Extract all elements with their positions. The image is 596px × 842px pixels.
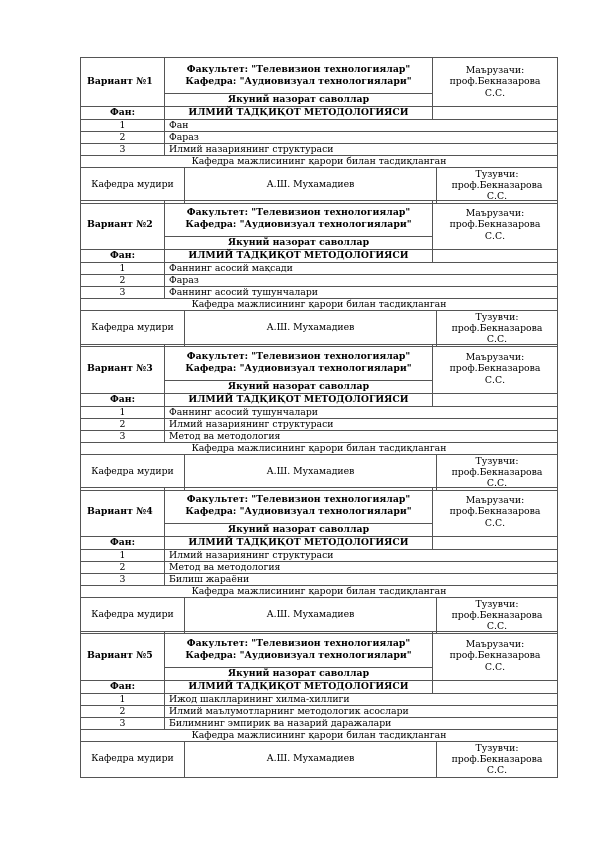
author-initials: С.С. [484, 661, 506, 673]
department-label: Кафедра: "Аудиовизуал технологиялари" [185, 362, 412, 374]
header-middle [165, 488, 433, 536]
question-text: Фараз [169, 274, 199, 286]
question-number: 3 [81, 574, 165, 585]
compiler-name: проф.Бекназарова [451, 179, 543, 191]
question-number: 3 [81, 431, 165, 442]
approval-note: Кафедра мажлисининг қарори билан тасдиқланган [81, 155, 557, 167]
question-text: Метод ва методология [169, 561, 281, 573]
variant-title: Вариант №5 [81, 632, 165, 680]
header-middle [165, 345, 433, 393]
header-middle [165, 632, 433, 680]
author-initials: С.С. [484, 230, 506, 242]
department-label: Кафедра: "Аудиовизуал технологиялари" [185, 218, 412, 230]
compiler-label: Тузувчи: [475, 598, 519, 610]
author-block [433, 201, 557, 249]
faculty-block [165, 632, 432, 667]
question-row [81, 693, 557, 705]
subject-row [81, 536, 557, 549]
variant-card [80, 200, 558, 347]
question-number: 1 [81, 407, 165, 418]
subject-label: Фан: [81, 107, 165, 119]
compiler-block [437, 598, 557, 633]
approval-note: Кафедра мажлисининг қарори билан тасдиқланган [81, 298, 557, 310]
head-of-department-label: Кафедра мудири [81, 598, 185, 633]
question-text: Билиш жараёни [169, 573, 250, 585]
questions-header: Якуний назорат саволлар [165, 93, 432, 106]
subject-row [81, 393, 557, 406]
question-row [81, 131, 557, 143]
subject-label: Фан: [81, 681, 165, 693]
author-name: проф.Бекназарова [449, 506, 541, 518]
compiler-name: проф.Бекназарова [451, 322, 543, 334]
compiler-name: проф.Бекназарова [451, 466, 543, 478]
question-text: Фаннинг асосий тушунчалари [169, 286, 318, 298]
author-name: проф.Бекназарова [449, 76, 541, 88]
question-row [81, 418, 557, 430]
head-of-department-name: А.Ш. Мухамадиев [185, 311, 437, 346]
question-number: 2 [81, 275, 165, 286]
question-row [81, 274, 557, 286]
head-of-department-name: А.Ш. Мухамадиев [185, 742, 437, 777]
signature-row [81, 741, 557, 777]
author-label: Маърузачи: [465, 64, 525, 76]
question-row [81, 573, 557, 585]
head-of-department-name: А.Ш. Мухамадиев [185, 455, 437, 490]
subject-empty-cell [433, 681, 557, 693]
question-row [81, 286, 557, 298]
subject-name: ИЛМИЙ ТАДҚИҚОТ МЕТОДОЛОГИЯСИ [165, 681, 433, 693]
question-number: 1 [81, 694, 165, 705]
faculty-label: Факультет: "Телевизион технологиялар" [186, 494, 411, 505]
question-text: Метод ва методология [169, 430, 281, 442]
faculty-label: Факультет: "Телевизион технологиялар" [186, 638, 411, 649]
question-text: Илмий назариянинг структураси [169, 549, 334, 561]
questions-header: Якуний назорат саволлар [165, 236, 432, 249]
author-initials: С.С. [484, 374, 506, 386]
variant-title: Вариант №3 [81, 345, 165, 393]
question-text: Илмий назариянинг структураси [169, 418, 334, 430]
subject-label: Фан: [81, 394, 165, 406]
questions-header: Якуний назорат саволлар [165, 380, 432, 393]
author-block [433, 58, 557, 106]
question-number: 1 [81, 550, 165, 561]
faculty-block [165, 488, 432, 523]
author-label: Маърузачи: [465, 351, 525, 363]
subject-row [81, 106, 557, 119]
author-name: проф.Бекназарова [449, 650, 541, 662]
author-label: Маърузачи: [465, 494, 525, 506]
head-of-department-label: Кафедра мудири [81, 742, 185, 777]
question-row [81, 119, 557, 131]
author-label: Маърузачи: [465, 207, 525, 219]
variant-card [80, 631, 558, 778]
question-row [81, 717, 557, 729]
faculty-block [165, 58, 432, 93]
subject-name: ИЛМИЙ ТАДҚИҚОТ МЕТОДОЛОГИЯСИ [165, 537, 433, 549]
signature-row [81, 310, 557, 346]
question-row [81, 430, 557, 442]
department-label: Кафедра: "Аудиовизуал технологиялари" [185, 649, 412, 661]
compiler-initials: С.С. [486, 190, 508, 202]
question-number: 1 [81, 120, 165, 131]
signature-row [81, 454, 557, 490]
variant-card [80, 487, 558, 634]
question-text: Фаннинг асосий мақсади [169, 262, 293, 274]
subject-name: ИЛМИЙ ТАДҚИҚОТ МЕТОДОЛОГИЯСИ [165, 107, 433, 119]
question-text: Фан [169, 119, 189, 131]
author-name: проф.Бекназарова [449, 219, 541, 231]
question-number: 1 [81, 263, 165, 274]
compiler-block [437, 742, 557, 777]
author-label: Маърузачи: [465, 638, 525, 650]
subject-empty-cell [433, 250, 557, 262]
question-number: 3 [81, 144, 165, 155]
approval-note: Кафедра мажлисининг қарори билан тасдиқланган [81, 585, 557, 597]
department-label: Кафедра: "Аудиовизуал технологиялари" [185, 505, 412, 517]
approval-note: Кафедра мажлисининг қарори билан тасдиқланган [81, 442, 557, 454]
author-block [433, 632, 557, 680]
question-text: Илмий назариянинг структураси [169, 143, 334, 155]
variant-title: Вариант №4 [81, 488, 165, 536]
head-of-department-name: А.Ш. Мухамадиев [185, 168, 437, 203]
signature-row [81, 167, 557, 203]
faculty-label: Факультет: "Телевизион технологиялар" [186, 64, 411, 75]
faculty-label: Факультет: "Телевизион технологиялар" [186, 351, 411, 362]
compiler-label: Тузувчи: [475, 742, 519, 754]
faculty-block [165, 201, 432, 236]
subject-empty-cell [433, 394, 557, 406]
question-row [81, 262, 557, 274]
subject-name: ИЛМИЙ ТАДҚИҚОТ МЕТОДОЛОГИЯСИ [165, 394, 433, 406]
compiler-block [437, 168, 557, 203]
questions-header: Якуний назорат саволлар [165, 523, 432, 536]
subject-label: Фан: [81, 250, 165, 262]
subject-empty-cell [433, 107, 557, 119]
question-text: Фаннинг асосий тушунчалари [169, 406, 318, 418]
question-row [81, 406, 557, 418]
compiler-name: проф.Бекназарова [451, 609, 543, 621]
subject-label: Фан: [81, 537, 165, 549]
questions-header: Якуний назорат саволлар [165, 667, 432, 680]
question-number: 3 [81, 718, 165, 729]
faculty-label: Факультет: "Телевизион технологиялар" [186, 207, 411, 218]
question-text: Илмий маълумотларнинг методологик асослари [169, 705, 409, 717]
subject-row [81, 680, 557, 693]
author-name: проф.Бекназарова [449, 363, 541, 375]
subject-name: ИЛМИЙ ТАДҚИҚОТ МЕТОДОЛОГИЯСИ [165, 250, 433, 262]
compiler-initials: С.С. [486, 764, 508, 776]
head-of-department-label: Кафедра мудири [81, 455, 185, 490]
question-row [81, 561, 557, 573]
question-number: 3 [81, 287, 165, 298]
question-row [81, 549, 557, 561]
compiler-label: Тузувчи: [475, 168, 519, 180]
compiler-name: проф.Бекназарова [451, 753, 543, 765]
author-initials: С.С. [484, 87, 506, 99]
variant-title: Вариант №1 [81, 58, 165, 106]
variant-title: Вариант №2 [81, 201, 165, 249]
author-block [433, 488, 557, 536]
variant-card [80, 57, 558, 204]
compiler-initials: С.С. [486, 620, 508, 632]
question-text: Фараз [169, 131, 199, 143]
question-number: 2 [81, 132, 165, 143]
compiler-block [437, 311, 557, 346]
author-block [433, 345, 557, 393]
question-number: 2 [81, 419, 165, 430]
department-label: Кафедра: "Аудиовизуал технологиялари" [185, 75, 412, 87]
subject-empty-cell [433, 537, 557, 549]
faculty-block [165, 345, 432, 380]
approval-note: Кафедра мажлисининг қарори билан тасдиқланган [81, 729, 557, 741]
head-of-department-name: А.Ш. Мухамадиев [185, 598, 437, 633]
signature-row [81, 597, 557, 633]
head-of-department-label: Кафедра мудири [81, 168, 185, 203]
question-number: 2 [81, 562, 165, 573]
compiler-block [437, 455, 557, 490]
compiler-label: Тузувчи: [475, 455, 519, 467]
question-row [81, 705, 557, 717]
head-of-department-label: Кафедра мудири [81, 311, 185, 346]
question-row [81, 143, 557, 155]
question-text: Ижод шаклларининг хилма-хиллиги [169, 693, 350, 705]
subject-row [81, 249, 557, 262]
question-number: 2 [81, 706, 165, 717]
compiler-initials: С.С. [486, 333, 508, 345]
variant-card [80, 344, 558, 491]
compiler-label: Тузувчи: [475, 311, 519, 323]
header-middle [165, 201, 433, 249]
author-initials: С.С. [484, 517, 506, 529]
question-text: Билимнинг эмпирик ва назарий даражалари [169, 717, 392, 729]
header-middle [165, 58, 433, 106]
compiler-initials: С.С. [486, 477, 508, 489]
